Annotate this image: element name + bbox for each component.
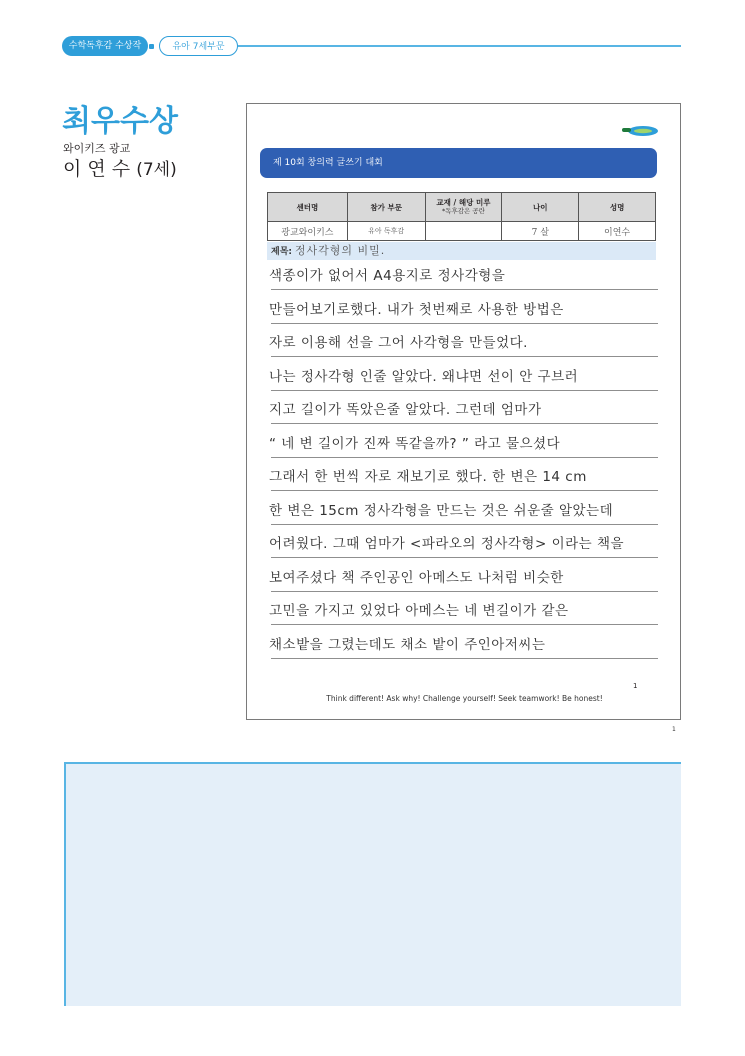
writing-rule — [271, 423, 658, 424]
essay-line: 고민을 가지고 있었다 아메스는 네 변길이가 같은 — [269, 603, 569, 619]
writing-rule — [271, 457, 658, 458]
division-badge: 유아 7세부문 — [159, 36, 238, 56]
category-badge: 수학독후감 수상작 — [62, 36, 148, 56]
header-book: 교재 / 해당 미루 *독후감은 공란 — [425, 193, 502, 222]
essay-line: 한 변은 15cm 정사각형을 만드는 것은 쉬운줄 알았는데 — [269, 502, 614, 519]
essay-body — [247, 104, 682, 721]
essay-line: 나는 정사각형 인줄 알았다. 왜냐면 선이 안 구브러 — [269, 368, 579, 385]
writing-rule — [271, 624, 658, 625]
student-info — [63, 154, 177, 181]
cell-category: 유아 독후감 — [347, 222, 425, 241]
separator-dot — [149, 44, 154, 49]
essay-line: 지고 길이가 똑았은줄 알았다. 그런데 엄마가 — [269, 402, 542, 418]
header-book-note: *독후감은 공란 — [441, 207, 485, 215]
center-name: 와이키즈 광교 — [63, 142, 131, 155]
header-center: 센터명 — [268, 193, 348, 222]
header-name: 성명 — [579, 193, 656, 222]
essay-line: 보여주셨다 책 주인공인 아메스도 나처럼 비슷한 — [269, 569, 564, 586]
writing-rule — [271, 591, 658, 592]
cell-age: 7 살 — [502, 222, 579, 241]
essay-line: 색종이가 없어서 A4용지로 정사각형을 — [269, 268, 506, 284]
comment-panel-top-rule — [64, 762, 681, 764]
cell-name: 이연수 — [579, 222, 656, 241]
writing-rule — [271, 390, 658, 391]
page-number: 1 — [672, 726, 676, 733]
essay-line: “ 네 변 길이가 진짜 똑같을까? ” 라고 물으셨다 — [269, 435, 561, 452]
essay-title: 정사각형의 비밀. — [294, 244, 386, 257]
worksheet-scan — [246, 103, 681, 720]
header-rule — [238, 45, 681, 47]
essay-line: 어려웠다. 그때 엄마가 <파라오의 정사각형> 이라는 책을 — [269, 536, 625, 552]
essay-line: 그래서 한 번씩 자로 재보기로 했다. 한 변은 14 cm — [269, 469, 587, 485]
contest-banner: 제 10회 창의력 글쓰기 대회 — [260, 148, 657, 178]
writing-rule — [271, 323, 658, 324]
writing-rule — [271, 658, 658, 659]
header-age: 나이 — [502, 193, 579, 222]
comment-panel-left-rule — [64, 762, 66, 1006]
writing-rule — [271, 490, 658, 491]
worksheet-page-number: 1 — [633, 682, 638, 690]
essay-line: 채소밭을 그렸는데도 채소 밭이 주인아저씨는 — [269, 636, 546, 653]
essay-line: 자로 이용해 선을 그어 사각형을 만들었다. — [269, 335, 528, 351]
writing-rule — [271, 356, 658, 357]
motto: Think different! Ask why! Challenge yourself! Seek teamwork! Be honest! — [326, 694, 603, 703]
header-category: 참가 부문 — [347, 193, 425, 222]
award-title: 최우수상 — [62, 104, 178, 139]
writing-rule — [271, 524, 658, 525]
title-label: 제목: — [271, 247, 292, 257]
writing-rule — [271, 557, 658, 558]
comment-panel — [64, 762, 681, 1006]
student-name: 이 연 수 — [63, 158, 131, 180]
writing-rule — [271, 289, 658, 290]
essay-line: 만들어보기로했다. 내가 첫번째로 사용한 방법은 — [269, 301, 564, 318]
cell-center: 광교와이키스 — [268, 222, 348, 241]
student-age: (7세) — [136, 160, 177, 180]
